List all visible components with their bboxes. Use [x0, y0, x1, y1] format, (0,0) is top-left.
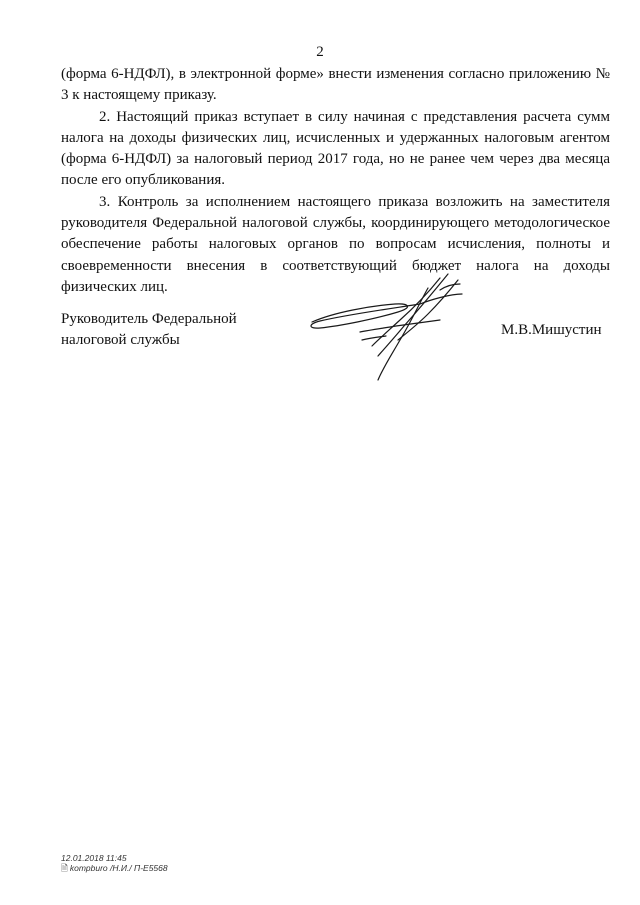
signatory-title-line2: налоговой службы [61, 332, 180, 348]
paragraph-2: 2. Настоящий приказ вступает в силу начиная с представления расчета сумм налога на доходы физических лиц, исчисленных и удержанных налоговым агентом (форма 6-НДФЛ) за налоговый период 2017 года, но не ранее чем через два месяца после его опубликования. [61, 108, 610, 189]
handwritten-signature [300, 268, 480, 393]
signatory-name: М.В.Мишустин [501, 322, 602, 338]
footer-reference-line [61, 863, 168, 873]
signatory-title [61, 309, 237, 351]
footer-reference: kompburo /Н.И./ П-Е5568 [69, 863, 168, 873]
signatory-title-line1: Руководитель Федеральной [61, 311, 237, 327]
paragraph-1: (форма 6-НДФЛ), в электронной форме» внести изменения согласно приложению № 3 к настоящему приказу. [61, 66, 610, 104]
document-body [61, 64, 610, 298]
page-number: 2 [316, 44, 324, 60]
document-icon: 🗎 [61, 863, 68, 873]
paragraph-3: 3. Контроль за исполнением настоящего приказа возложить на заместителя руководителя Федеральной налоговой службы, координирующего методологическое обеспечение работы налоговых органов по вопросам исчисления, полноты и своевременности внесения в соответствующий бюджет налога на доходы физических лиц. [61, 193, 610, 295]
footer-datetime: 12.01.2018 11:45 [61, 853, 127, 863]
footer-stamp [61, 853, 168, 873]
